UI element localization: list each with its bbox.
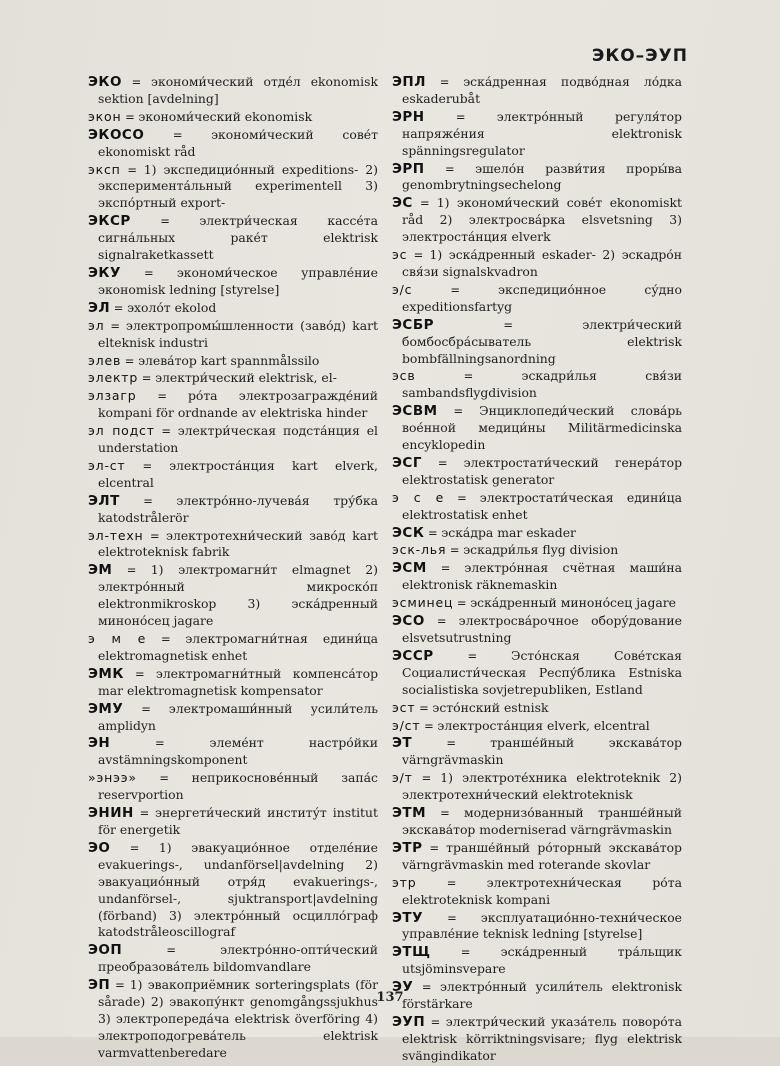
equals-sign: = [136,771,192,786]
equals-sign: = [424,525,442,540]
entry-headword: этр [392,874,417,890]
entry-headword: ЭПЛ [392,74,426,90]
entry-headword: ЭСВМ [392,403,438,420]
dictionary-entry [392,247,682,281]
entry-definition: электро́нный регуля́тор напряже́ния elektronisk spänningsregulator [402,108,682,158]
dictionary-entry [392,595,682,612]
entry-definition: электростати́ческая едини́ца elektrostatisk enhet [402,489,682,522]
entry-headword: ЭН [88,735,111,752]
equals-sign: = [430,945,501,960]
entry-headword: э/т [392,770,413,786]
entry-definition: 1) экспедицио́нный expeditions- 2) эксперимента́льный experimentell 3) экспо́ртный export- [98,161,378,211]
equals-sign: = [110,978,130,993]
entry-headword: ЭЛТ [88,492,120,509]
dictionary-entry [392,195,682,246]
entry-headword: эс [392,247,408,263]
equals-sign: = [138,371,156,386]
entry-headword: эксп [88,161,121,177]
entry-headword: ЭОП [88,942,123,959]
equals-sign: = [426,806,464,821]
dictionary-entry [88,370,378,387]
equals-sign: = [121,75,152,89]
entry-definition: элева́тор kart spannmålssilo [138,352,320,368]
dictionary-entry [392,944,682,978]
dictionary-entry [88,458,378,492]
entry-headword: э/с [392,281,413,297]
entry-definition: электри́ческая подста́нция el understation [98,423,378,456]
entry-headword: ЭКО [88,74,122,90]
dictionary-entry [88,631,378,665]
entry-definition: электротехни́ческий заво́д kart elektroteknisk fabrik [98,527,378,560]
entry-headword: ЭТМ [392,805,427,822]
equals-sign: = [425,75,464,89]
equals-sign: = [119,493,177,508]
dictionary-entry [88,318,378,352]
equals-sign: = [415,369,522,384]
equals-sign: = [110,840,159,855]
entry-definition: эска́дренный миноно́сец jagare [470,595,677,611]
equals-sign: = [146,632,186,646]
left-column [88,74,378,1063]
entry-definition: электростати́ческий генера́тор elektrostatisk generator [402,454,683,487]
dictionary-entry [88,770,378,804]
dictionary-entry [392,875,682,909]
entry-headword: экон [88,108,122,124]
dictionary-entry [392,455,682,489]
entry-definition: Энциклопеди́ческий слова́рь вое́нной медици́ны Militärmedicinska encyklopedin [402,403,682,453]
dictionary-entry [392,282,682,316]
equals-sign: = [434,317,583,332]
entry-headword: ЭСК [392,524,425,541]
running-header: ЭКО–ЭУП [591,46,688,66]
entry-headword: ЭССР [392,647,434,664]
entry-definition: эскадри́лья свя́зи sambandsflygdivision [402,368,682,401]
equals-sign: = [121,109,139,124]
entry-headword: ЭРН [392,108,425,125]
equals-sign: = [421,455,464,470]
dictionary-entry [392,770,682,804]
dictionary-entry [88,109,378,126]
entry-headword: электр [88,370,139,386]
equals-sign: = [433,648,511,663]
equals-sign: = [423,910,481,925]
equals-sign: = [424,109,497,124]
dictionary-entry [392,525,682,542]
entry-headword: ЭО [88,839,111,856]
entry-definition: электро́нная счётная маши́на elektronisk räknemaskin [402,560,683,593]
entry-definition: электротехни́ческая ро́та elektroteknisk kompani [402,874,683,907]
dictionary-entry [88,666,378,700]
entry-definition: экономи́ческий отде́л ekonomisk sektion [avdelning] [98,74,379,106]
entry-definition: эска́дренная подво́дная ло́дка eskaderubåt [402,74,682,106]
entry-definition: неприкоснове́нный запа́с reservportion [98,770,378,803]
dictionary-entry [88,805,378,839]
entry-definition: Эсто́нская Сове́тская Социалисти́ческая Респу́блика Estniska socialistiska sovjetrepubliken, Estland [402,647,682,697]
equals-sign: = [412,771,441,786]
entry-headword: эсв [392,368,416,384]
dictionary-entry [392,542,682,559]
dictionary-entry [88,300,378,317]
dictionary-entry [392,161,682,195]
dictionary-entry [88,213,378,264]
entry-definition: 1) эвакуацио́нное отделе́ние evakuerings-, undanförsel|avdelning 2) эвакуацио́нный отря́д evakuerings-, undanförsel-, sjuktransport|avdelning (förband) 3) электро́нный осцилло́граф katodstråleoscillograf [98,839,378,940]
entry-definition: электри́ческий elektrisk, el- [155,370,337,386]
dictionary-entry [88,388,378,422]
entry-definition: электри́ческий указа́тель поворо́та elektrisk körriktningsvisare; flyg elektrisk svängindikator [402,1013,682,1063]
entry-definition: экспедицио́нное су́дно expeditionsfartyg [402,281,682,314]
entry-headword: элев [88,352,122,368]
dictionary-entry [392,109,682,160]
dictionary-entry [88,423,378,457]
entry-definition: эксплуатацио́нно-техни́ческое управле́ние teknisk ledning [styrelse] [402,909,682,942]
equals-sign: = [437,404,480,419]
entry-headword: ЭМ [88,562,113,579]
dictionary-entry [392,560,682,594]
entry-headword: эск-лья [392,542,447,558]
entry-definition: экономи́ческое управле́ние эконоmisk ledning [styrelse] [98,264,378,297]
equals-sign: = [133,806,155,821]
dictionary-entry [88,74,378,108]
equals-sign: = [130,214,200,229]
entry-definition: эшело́н разви́тия проры́ва genombrytningsechelong [402,160,682,193]
entry-definition: ро́та электрозагражде́ний kompani för ordnande av elektriska hinder [98,388,378,421]
entry-headword: ЭУП [392,1013,426,1030]
dictionary-entry [88,840,378,941]
entry-headword: эл-ст [88,457,126,473]
dictionary-entry [392,368,682,402]
entry-definition: эсто́нский estnisk [432,699,549,715]
dictionary-entry [88,265,378,299]
entry-definition: электроста́нция elverk, elcentral [437,717,650,733]
equals-sign: = [120,162,144,177]
equals-sign: = [123,701,169,716]
equals-sign: = [120,265,177,280]
equals-sign: = [412,736,491,751]
entry-headword: ЭКСР [88,213,131,230]
entry-headword: ЭП [88,977,111,994]
entry-headword: эл-техн [88,527,144,543]
entry-definition: транше́йный экскава́тор värngrävmaskin [402,735,682,768]
entry-definition: электромагни́тный компенса́тор mar elektromagnetisk kompensator [98,665,378,698]
entry-headword: ЭУ [392,979,414,996]
entry-headword: эсминец [392,595,454,611]
entry-headword: ЭКОСО [88,126,145,143]
equals-sign: = [123,666,156,681]
entry-definition: энергети́ческий институ́т institut för energetik [98,805,378,837]
dictionary-entry [392,613,682,647]
entry-headword: ЭТЩ [392,944,431,961]
dictionary-entry [392,700,682,717]
dictionary-entry [392,648,682,699]
equals-sign: = [136,389,188,404]
dictionary-entry [88,353,378,370]
dictionary-entry [88,528,378,562]
entry-headword: ЭМУ [88,700,124,717]
equals-sign: = [143,528,167,543]
entry-headword: ЭКУ [88,264,121,281]
entry-headword: э/ст [392,717,421,733]
equals-sign: = [144,127,212,142]
entry-definition: 1) электромагни́т elmagnet 2) электро́нный микроско́п elektronmikroskop 3) эска́дренный миноно́сец jagare [98,562,378,629]
entry-definition: электроста́нция kart elverk, elcentral [98,457,379,490]
entry-definition: эска́дра mar eskader [441,524,576,540]
entry-definition: эскадри́лья flyg division [463,542,619,558]
entry-headword: ЭСГ [392,454,422,471]
dictionary-entry [392,317,682,368]
dictionary-entry [88,735,378,769]
entry-headword: ЭТ [392,735,413,752]
dictionary-entry [392,490,682,524]
dictionary-entry [88,942,378,976]
equals-sign: = [112,563,151,578]
entry-headword: ЭНИН [88,805,134,822]
dictionary-entry [88,162,378,213]
entry-headword: эл [88,317,105,333]
entry-definition: 1) эска́дренный eskader- 2) эскадро́н свя́зи signalskvadron [402,247,682,279]
equals-sign: = [110,736,210,751]
equals-sign: = [412,282,499,297]
entry-definition: электромагни́тная едини́ца elektromagnetisk enhet [98,631,378,663]
equals-sign: = [121,353,139,368]
equals-sign: = [104,318,126,333]
entry-definition: 1) экономи́ческий сове́т ekonomiskt råd 2) электросва́рка elsvetsning 3) электроста́нция elverk [402,195,682,245]
entry-definition: экономи́ческий ekonomisk [138,108,313,124]
dictionary-entry [392,840,682,874]
dictionary-entry [88,701,378,735]
entry-headword: »энээ» [88,770,137,786]
equals-sign: = [426,561,465,576]
equals-sign: = [416,875,487,890]
entry-definition: транше́йный ро́торный экскава́тор värngrävmaskin med roterande skovlar [402,839,682,872]
entry-definition: электро́нно-лучева́я тру́бка katodstrålerör [98,492,378,525]
entry-headword: ЭСБР [392,316,434,333]
page-number: 137 [376,990,404,1005]
equals-sign: = [446,543,464,558]
entry-headword: эст [392,699,416,715]
entry-definition: электросва́рочное обору́дование elsvetsutrustning [402,613,682,645]
dictionary-entry [88,562,378,630]
equals-sign: = [412,196,437,211]
right-column [392,74,682,1066]
entry-definition: электро́нно-опти́ческий преобразова́тель bildomvandlare [98,942,378,975]
entry-definition: электри́ческая кассе́та сигна́льных раке́т elektrisk signalraketkassett [98,213,378,263]
equals-sign: = [110,300,128,315]
entry-definition: экономи́ческий сове́т ekonomiskt råd [98,126,378,159]
equals-sign: = [154,424,178,439]
equals-sign: = [422,840,447,855]
equals-sign: = [415,700,433,715]
entry-headword: ЭРП [392,160,425,177]
dictionary-entry [392,1014,682,1065]
equals-sign: = [407,248,430,263]
equals-sign: = [420,718,438,733]
equals-sign: = [125,458,170,473]
equals-sign: = [122,943,221,958]
entry-headword: э м е [88,631,147,646]
entry-headword: элзагр [88,388,137,404]
dictionary-entry [88,493,378,527]
equals-sign: = [424,161,476,176]
entry-definition: модернизо́ванный транше́йный экскава́тор moderniserad värngrävmaskin [402,805,682,837]
entry-definition: эска́дренный тра́льщик utsjöminsvepare [402,944,682,977]
equals-sign: = [453,596,471,611]
dictionary-entry [88,127,378,161]
dictionary-entry [392,403,682,454]
entry-definition: электро́нный усили́тель elektronisk förstärkare [402,979,682,1012]
entry-headword: ЭС [392,195,413,212]
equals-sign: = [413,980,440,995]
entry-headword: ЭСМ [392,560,427,577]
equals-sign: = [444,490,480,505]
entry-headword: ЭМК [88,665,124,682]
entry-headword: э с е [392,489,445,505]
entry-definition: элеме́нт настро́йки avstämningskomponent [98,735,378,768]
entry-headword: эл подст [88,423,155,439]
dictionary-entry [392,805,682,839]
entry-definition: электропромы́шленности (заво́д) kart elteknisk industri [98,317,378,350]
dictionary-entry [392,718,682,735]
entry-definition: эхоло́т ekolod [127,299,217,315]
entry-definition: электри́ческий бомбосбра́сыватель elektrisk bombfällningsanordning [402,316,682,366]
entry-definition: 1) электроте́хника elektroteknik 2) электротехни́ческий elektroteknisk [402,770,682,803]
equals-sign: = [425,1014,446,1029]
dictionary-entry [392,910,682,944]
entry-headword: ЭСО [392,613,425,630]
entry-headword: ЭТУ [392,909,424,926]
equals-sign: = [424,614,459,629]
entry-definition: электромаши́нный усили́тель amplidyn [98,700,379,733]
entry-definition: 1) эвакоприёмник sorteringsplats (för sårade) 2) эвакопу́нкт genomgångssjukhus 3) электропереда́ча elektrisk överföring 4) электроподогрева́тель elektrisk varmvattenberedare [98,977,378,1060]
dictionary-entry [392,735,682,769]
entry-headword: ЭЛ [88,299,111,316]
entry-headword: ЭТР [392,839,423,856]
dictionary-entry [392,74,682,108]
